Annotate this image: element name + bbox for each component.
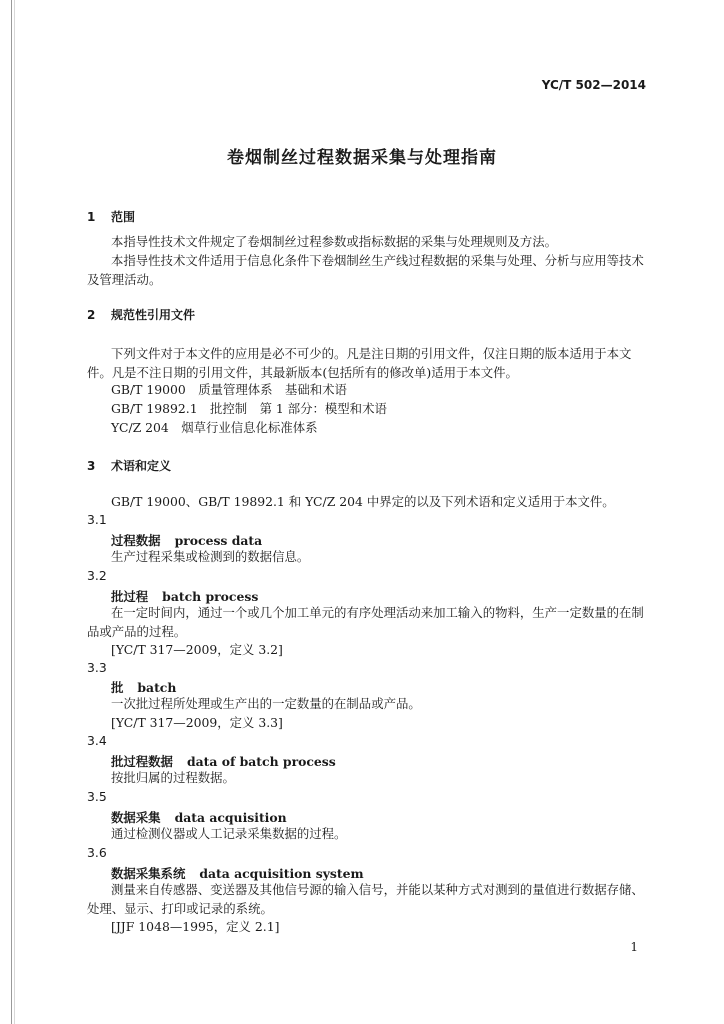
term-number: 3.2 [87,568,107,583]
term-en: data acquisition [174,810,287,825]
section-title: 范围 [111,210,136,224]
term-zh: 过程数据 [111,533,161,548]
paragraph: GB/T 19000、GB/T 19892.1 和 YC/Z 204 中界定的以及下列术语和定义适用于本文件。 [111,494,615,509]
section-number: 3 [87,459,96,473]
section-heading-2 [87,306,195,323]
term-zh: 批过程数据 [111,754,173,769]
term-definition: 通过检测仪器或人工记录采集数据的过程。 [111,826,347,841]
term-en: batch process [162,589,259,604]
section-heading-1 [87,208,135,225]
section-title: 规范性引用文件 [111,308,196,322]
term-number: 3.4 [87,733,107,748]
term-source: [YC/T 317—2009，定义 3.3] [111,715,283,730]
term-number: 3.3 [87,660,107,675]
term-number: 3.1 [87,512,107,527]
section-heading-3 [87,457,171,474]
term-en: data acquisition system [199,866,364,881]
term-zh: 批 [111,680,124,695]
section-title: 术语和定义 [111,459,172,473]
page-number: 1 [630,940,638,954]
term-source: [YC/T 317—2009，定义 3.2] [111,642,283,657]
section-number: 2 [87,308,96,322]
term-zh: 数据采集 [111,810,161,825]
term-zh: 批过程 [111,589,149,604]
standard-code: YC/T 502—2014 [541,78,646,92]
paragraph: 本指导性技术文件规定了卷烟制丝过程参数或指标数据的采集与处理规则及方法。 [111,234,558,249]
reference-item: YC/Z 204 烟草行业信息化标准体系 [111,420,318,435]
term-en: batch [137,680,177,695]
term-en: process data [174,533,263,548]
term-zh: 数据采集系统 [111,866,186,881]
reference-item: GB/T 19892.1 批控制 第 1 部分：模型和术语 [111,401,387,416]
section-number: 1 [87,210,96,224]
term-definition: 生产过程采集或检测到的数据信息。 [111,549,310,564]
term-definition: 一次批过程所处理或生产出的一定数量的在制品或产品。 [111,696,421,711]
paragraph: 本指导性技术文件适用于信息化条件下卷烟制丝生产线过程数据的采集与处理、分析与应用等技术及管理活动。 [87,253,644,287]
term-en: data of batch process [186,754,336,769]
document-title: 卷烟制丝过程数据采集与处理指南 [227,148,497,168]
term-definition: 在一定时间内，通过一个或几个加工单元的有序处理活动来加工输入的物料，生产一定数量的在制品或产品的过程。 [87,605,644,639]
term-definition: 测量来自传感器、变送器及其他信号源的输入信号，并能以某种方式对测到的量值进行数据存储、处理、显示、打印或记录的系统。 [87,882,644,916]
term-number: 3.5 [87,789,107,804]
term-definition: 按批归属的过程数据。 [111,770,235,785]
reference-item: GB/T 19000 质量管理体系 基础和术语 [111,382,347,397]
paragraph: 下列文件对于本文件的应用是必不可少的。凡是注日期的引用文件，仅注日期的版本适用于本文件。凡是不注日期的引用文件，其最新版本(包括所有的修改单)适用于本文件。 [87,346,632,380]
term-number: 3.6 [87,845,107,860]
term-source: [JJF 1048—1995，定义 2.1] [111,919,280,934]
